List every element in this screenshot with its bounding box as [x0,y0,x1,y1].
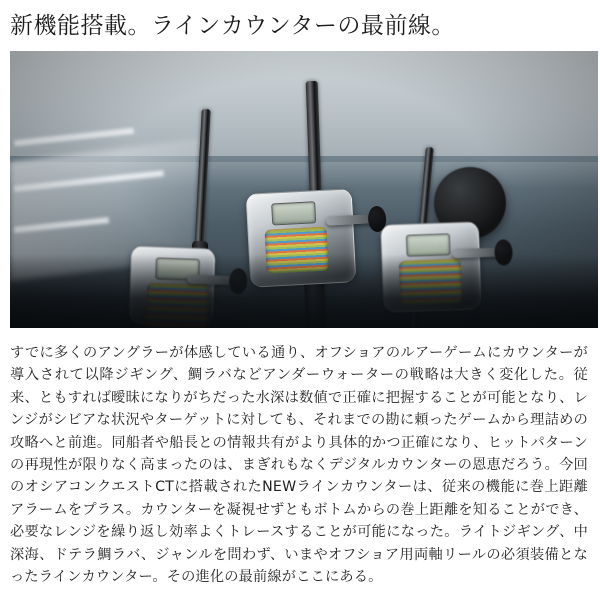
hero-photo [10,51,598,328]
page-title: 新機能搭載。ラインカウンターの最前線。 [10,13,455,39]
horizon-band [10,162,598,188]
line-counter-display [271,201,316,225]
foreground-shadow [10,254,598,328]
article-body: すでに多くのアングラーが体感している通り、オフショアのルアーゲームにカウンターが導入されて以降ジギング、鯛ラバなどアンダーウォーターの戦略は大きく変化した。従来、ともすれば曖昧になりがちだった水深は数値で正確に把握することが可能となり、レンジがシビアな状況やターゲットに対しても、それまでの勘に頼ったゲームから理詰めの攻略へと前進。同船者や船長との情報共有がより具体的かつ正確になり、ヒットパターンの再現性が限りなく高まったのは、まぎれもなくデジタルカウンターの恩恵だろう。今回のオシアコンクエストCTに搭載されたNEWラインカウンターは、従来の機能に巻上距離アラームをプラス。カウンターを凝視せずともボトムからの巻上距離を知ることができ、必要なレンジを繰り返し効率よくトレースすることが可能になった。ライトジギング、中深海、ドテラ鯛ラバ、ジャンルを問わず、いまやオフショア用両軸リールの必須装備となったラインカウンター。その進化の最前線がここにある。 [10,344,588,586]
